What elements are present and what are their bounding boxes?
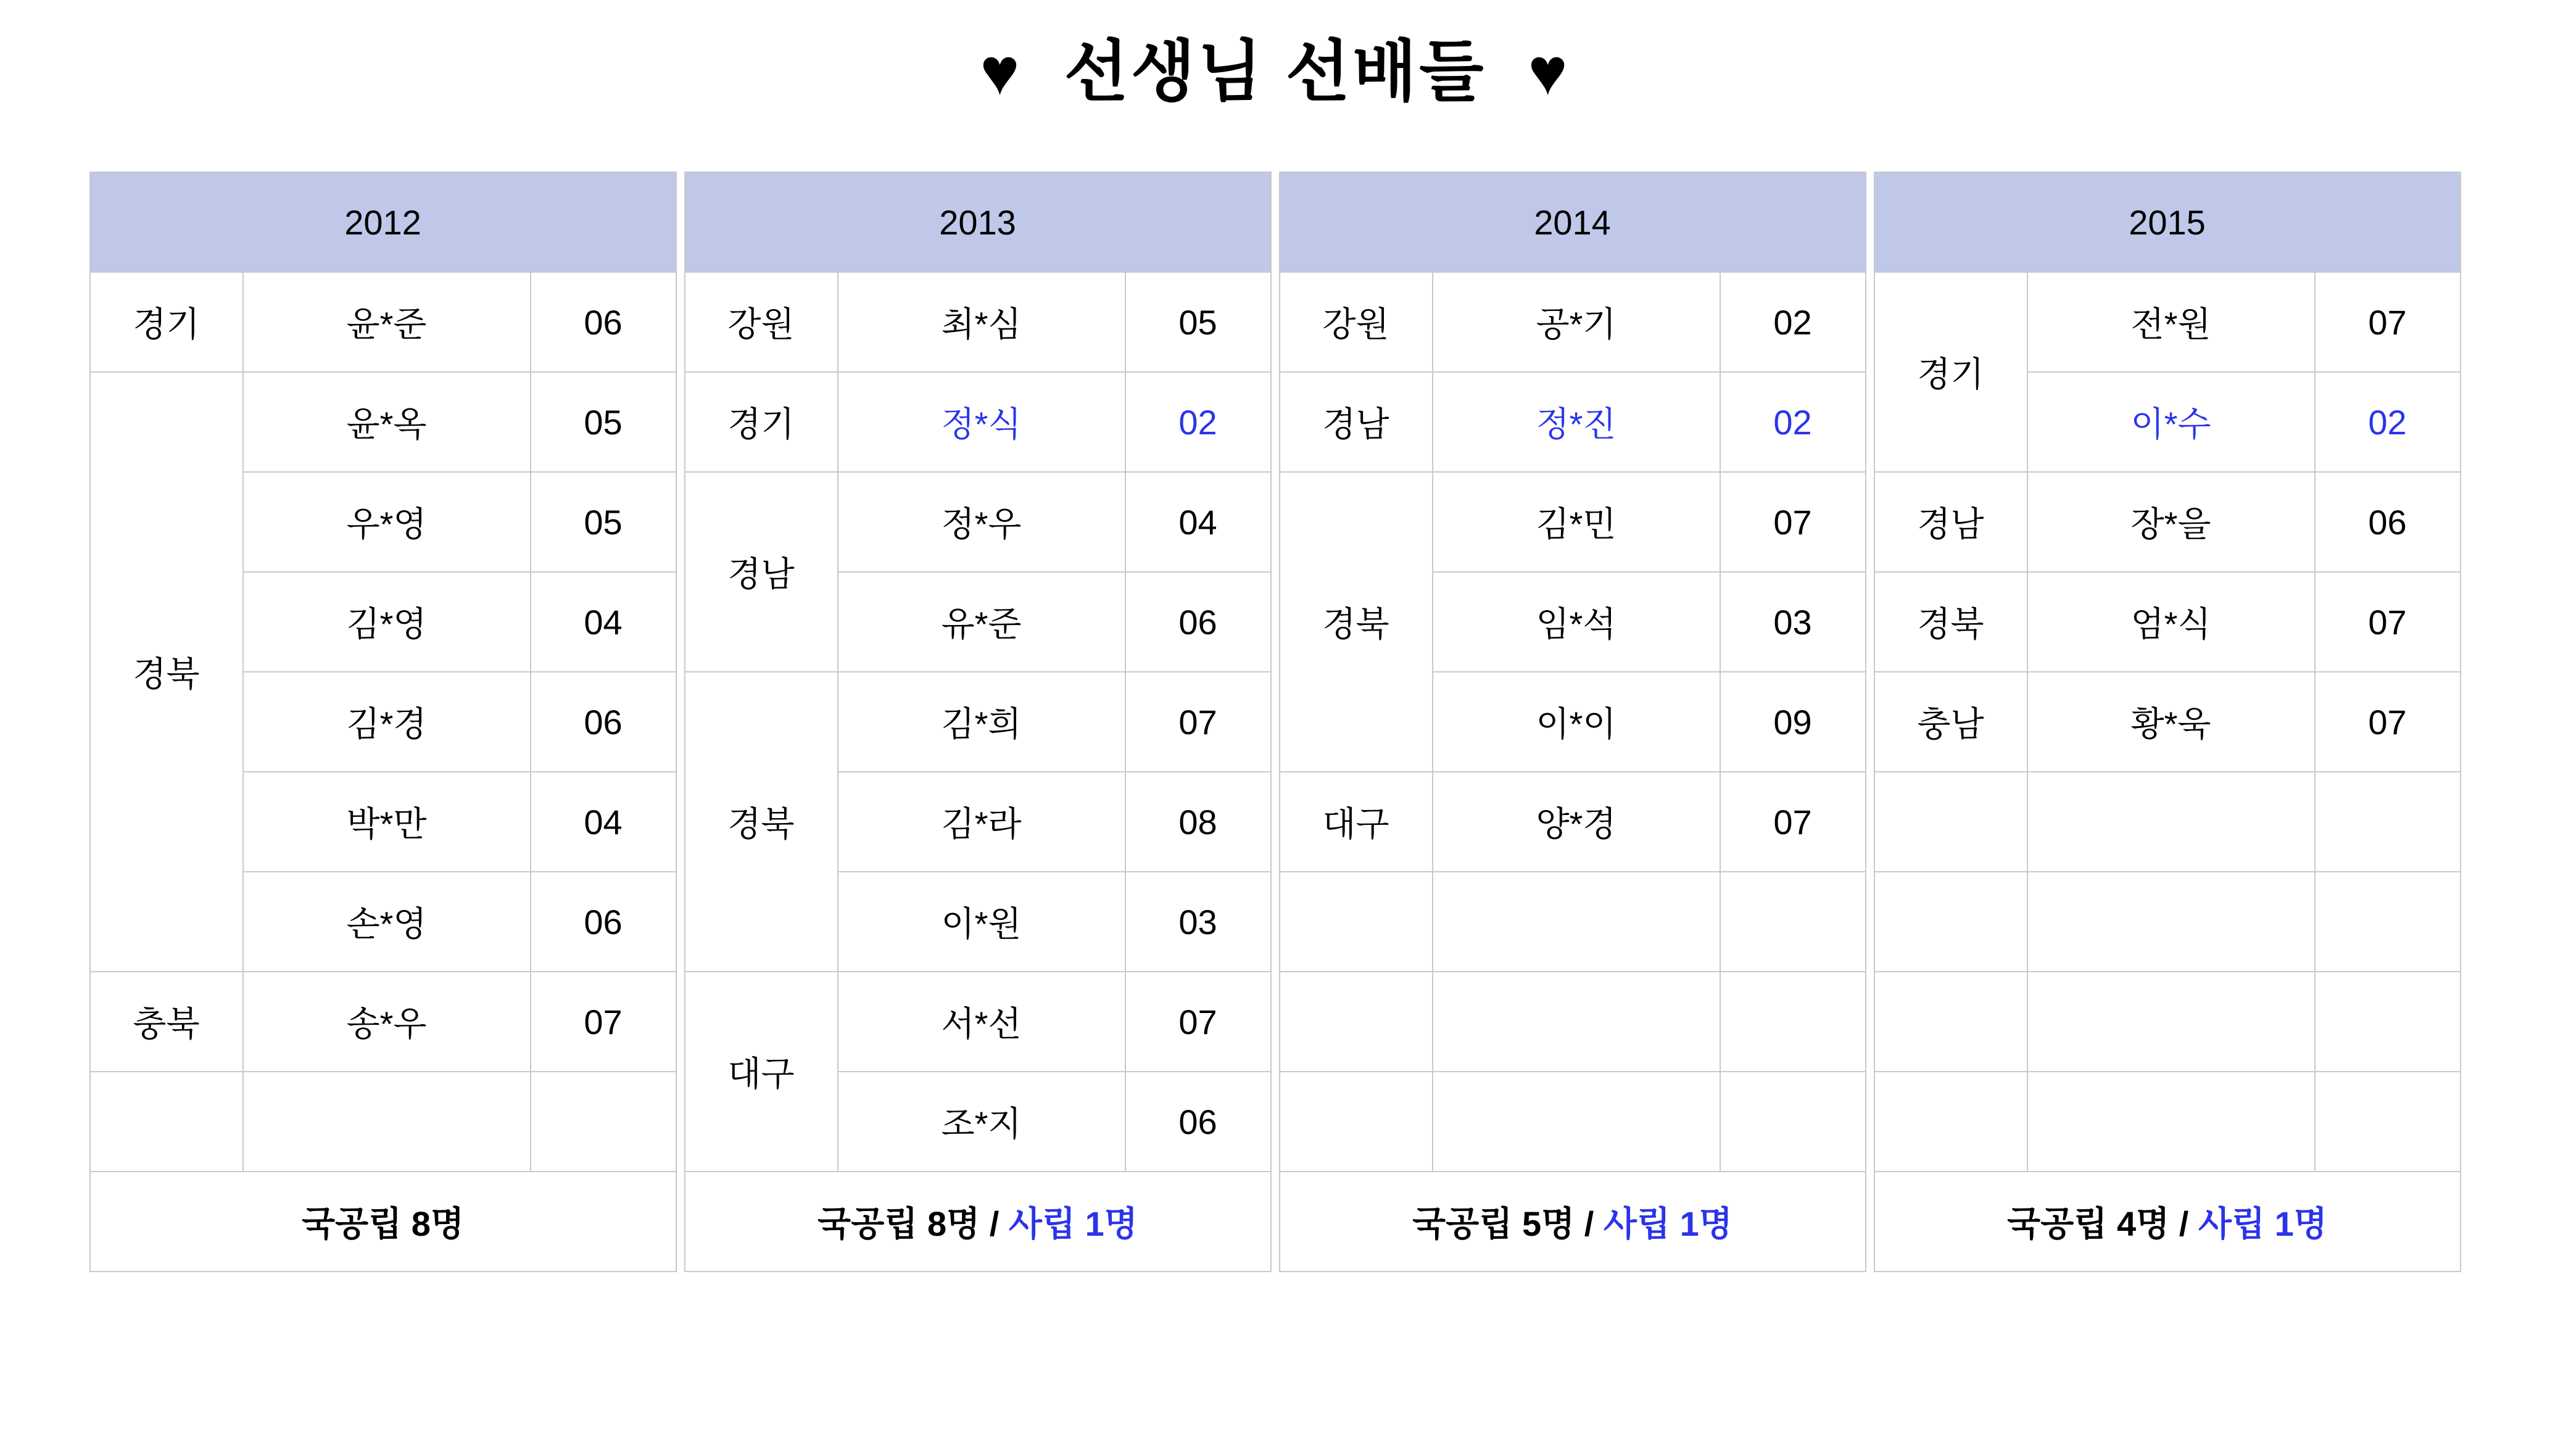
- table-row: [1874, 472, 2461, 572]
- number-cell: 04: [531, 772, 676, 872]
- name-cell: [2027, 772, 2315, 872]
- number-cell: [2315, 1072, 2461, 1172]
- region-cell: 경남: [1280, 372, 1433, 472]
- table-row: [1874, 872, 2461, 972]
- table-footer-row: [90, 1172, 676, 1272]
- number-cell: 07: [2315, 272, 2461, 372]
- number-cell: 06: [531, 672, 676, 772]
- region-cell: 대구: [1280, 772, 1433, 872]
- name-cell: 이*원: [838, 872, 1125, 972]
- name-cell: [2027, 972, 2315, 1072]
- name-cell: 황*욱: [2027, 672, 2315, 772]
- table-header-row: [90, 172, 676, 272]
- table-footer-row: [1280, 1172, 1866, 1272]
- name-cell: [2027, 872, 2315, 972]
- name-cell: 서*선: [838, 972, 1125, 1072]
- number-cell: [2315, 972, 2461, 1072]
- number-cell: 02: [1125, 372, 1271, 472]
- region-cell: 강원: [685, 272, 838, 372]
- table-row: [90, 972, 676, 1072]
- summary-cell: [1874, 1172, 2461, 1272]
- region-cell: [1280, 972, 1433, 1072]
- number-cell: 03: [1720, 572, 1866, 672]
- name-cell: 김*희: [838, 672, 1125, 772]
- name-cell: 장*을: [2027, 472, 2315, 572]
- summary-cell: [1280, 1172, 1866, 1272]
- number-cell: 07: [531, 972, 676, 1072]
- name-cell: 정*진: [1433, 372, 1720, 472]
- number-cell: 04: [1125, 472, 1271, 572]
- table-row: [1874, 1072, 2461, 1172]
- table-row: [1280, 372, 1866, 472]
- table-header-row: [685, 172, 1271, 272]
- number-cell: 08: [1125, 772, 1271, 872]
- number-cell: [1720, 1072, 1866, 1172]
- region-cell: [1280, 1072, 1433, 1172]
- table-row: [1280, 272, 1866, 372]
- name-cell: 이*수: [2027, 372, 2315, 472]
- number-cell: [1720, 872, 1866, 972]
- name-cell: 윤*준: [243, 272, 531, 372]
- table-row: [1874, 572, 2461, 672]
- year-table-2012-wrap: [89, 172, 677, 1272]
- number-cell: 05: [531, 472, 676, 572]
- region-cell: [1280, 872, 1433, 972]
- name-cell: 공*기: [1433, 272, 1720, 372]
- year-table-2015-wrap: [1874, 172, 2461, 1272]
- number-cell: [531, 1072, 676, 1172]
- name-cell: 정*식: [838, 372, 1125, 472]
- region-cell: 충북: [90, 972, 243, 1072]
- name-cell: 손*영: [243, 872, 531, 972]
- region-cell: [1874, 972, 2027, 1072]
- summary-public: 국공립 4명 /: [2007, 1204, 2198, 1244]
- table-row: [1874, 972, 2461, 1072]
- number-cell: 04: [531, 572, 676, 672]
- table-row: [1280, 1072, 1866, 1172]
- summary-cell: [90, 1172, 676, 1272]
- year-table-2015: [1874, 172, 2461, 1272]
- year-table-2014: [1279, 172, 1866, 1272]
- table-header-row: [1280, 172, 1866, 272]
- name-cell: 엄*식: [2027, 572, 2315, 672]
- number-cell: 05: [531, 372, 676, 472]
- year-table-2012: [89, 172, 677, 1272]
- region-cell: [1874, 872, 2027, 972]
- table-row: [1874, 672, 2461, 772]
- year-table-2013: [684, 172, 1272, 1272]
- number-cell: [2315, 872, 2461, 972]
- name-cell: 우*영: [243, 472, 531, 572]
- number-cell: 07: [1125, 672, 1271, 772]
- name-cell: 윤*옥: [243, 372, 531, 472]
- table-row: [685, 672, 1271, 772]
- region-cell: [1874, 1072, 2027, 1172]
- number-cell: 02: [1720, 372, 1866, 472]
- table-footer-row: [1874, 1172, 2461, 1272]
- name-cell: 송*우: [243, 972, 531, 1072]
- table-row: [685, 372, 1271, 472]
- name-cell: 김*영: [243, 572, 531, 672]
- region-cell: 경북: [1874, 572, 2027, 672]
- table-row: [685, 272, 1271, 372]
- region-cell: 강원: [1280, 272, 1433, 372]
- number-cell: 02: [2315, 372, 2461, 472]
- name-cell: 유*준: [838, 572, 1125, 672]
- region-cell: 경기: [90, 272, 243, 372]
- table-row: [1874, 272, 2461, 372]
- name-cell: 최*심: [838, 272, 1125, 372]
- year-header: 2013: [685, 172, 1271, 272]
- number-cell: 06: [2315, 472, 2461, 572]
- region-cell: [90, 1072, 243, 1172]
- name-cell: 조*지: [838, 1072, 1125, 1172]
- name-cell: 임*석: [1433, 572, 1720, 672]
- number-cell: 07: [1720, 472, 1866, 572]
- year-table-2013-wrap: [684, 172, 1272, 1272]
- number-cell: 07: [2315, 672, 2461, 772]
- region-cell: 경북: [685, 672, 838, 972]
- summary-private: 사립 1명: [2198, 1204, 2327, 1244]
- table-row: [90, 372, 676, 472]
- summary-private: 사립 1명: [1008, 1204, 1138, 1244]
- table-footer-row: [685, 1172, 1271, 1272]
- name-cell: [1433, 872, 1720, 972]
- region-cell: [1874, 772, 2027, 872]
- year-table-2014-wrap: [1279, 172, 1866, 1272]
- number-cell: 03: [1125, 872, 1271, 972]
- year-header: 2014: [1280, 172, 1866, 272]
- name-cell: [1433, 1072, 1720, 1172]
- region-cell: 경남: [1874, 472, 2027, 572]
- number-cell: 06: [1125, 572, 1271, 672]
- table-row: [90, 1072, 676, 1172]
- table-row: [1280, 972, 1866, 1072]
- region-cell: 경북: [1280, 472, 1433, 772]
- table-row: [1874, 772, 2461, 872]
- table-row: [685, 972, 1271, 1072]
- region-cell: 경기: [1874, 272, 2027, 472]
- number-cell: 07: [1125, 972, 1271, 1072]
- year-header: 2015: [1874, 172, 2461, 272]
- number-cell: 06: [531, 272, 676, 372]
- name-cell: [1433, 972, 1720, 1072]
- name-cell: [243, 1072, 531, 1172]
- region-cell: 경기: [685, 372, 838, 472]
- region-cell: 충남: [1874, 672, 2027, 772]
- number-cell: 09: [1720, 672, 1866, 772]
- number-cell: 06: [531, 872, 676, 972]
- name-cell: 박*만: [243, 772, 531, 872]
- year-tables-container: [0, 172, 2550, 1272]
- name-cell: 정*우: [838, 472, 1125, 572]
- number-cell: [1720, 972, 1866, 1072]
- region-cell: 대구: [685, 972, 838, 1172]
- summary-private: 사립 1명: [1603, 1204, 1732, 1244]
- number-cell: 06: [1125, 1072, 1271, 1172]
- name-cell: 김*민: [1433, 472, 1720, 572]
- name-cell: 김*경: [243, 672, 531, 772]
- name-cell: 전*원: [2027, 272, 2315, 372]
- region-cell: 경남: [685, 472, 838, 672]
- number-cell: 07: [1720, 772, 1866, 872]
- number-cell: 07: [2315, 572, 2461, 672]
- number-cell: [2315, 772, 2461, 872]
- page-title: ♥ 선생님 선배들 ♥: [980, 34, 1570, 109]
- year-header: 2012: [90, 172, 676, 272]
- table-row: [1280, 772, 1866, 872]
- summary-public: 국공립 8명: [301, 1204, 465, 1244]
- table-row: [1280, 472, 1866, 572]
- table-row: [1280, 872, 1866, 972]
- region-cell: 경북: [90, 372, 243, 972]
- summary-public: 국공립 8명 /: [818, 1204, 1009, 1244]
- number-cell: 05: [1125, 272, 1271, 372]
- name-cell: 양*경: [1433, 772, 1720, 872]
- name-cell: [2027, 1072, 2315, 1172]
- table-row: [90, 272, 676, 372]
- summary-public: 국공립 5명 /: [1412, 1204, 1604, 1244]
- table-row: [685, 472, 1271, 572]
- name-cell: 김*라: [838, 772, 1125, 872]
- number-cell: 02: [1720, 272, 1866, 372]
- name-cell: 이*이: [1433, 672, 1720, 772]
- summary-cell: [685, 1172, 1271, 1272]
- table-header-row: [1874, 172, 2461, 272]
